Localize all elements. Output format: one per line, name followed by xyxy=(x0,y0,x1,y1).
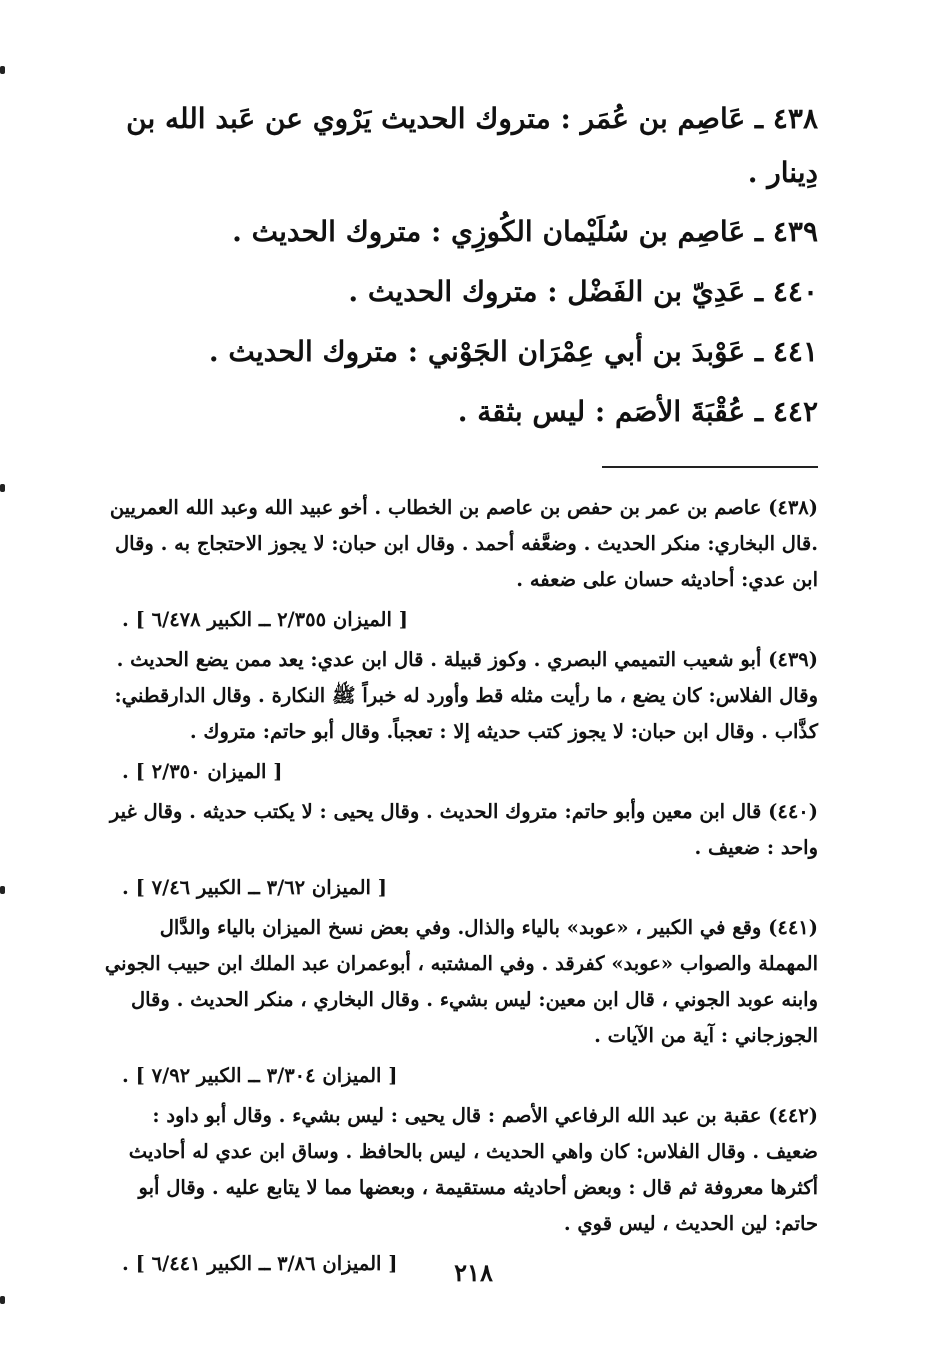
footnote-439: (٤٣٩) أبو شعيب التميمي البصري . وكوز قبيلة . قال ابن عدي: يعد ممن يضع الحديث . وقال الفلاس: كان يضع ، ما رأيت مثله قط وأورد له خبراً ﷺ النكارة . وقال الدارقطني: كذَّاب . وقال ابن حبان: لا يجوز كتب حديثه إلا : تعجباً. وقال أبو حاتم: متروك . xyxy=(114,648,818,743)
scan-mark xyxy=(0,1296,5,1304)
footnotes xyxy=(100,490,818,1286)
entry-440: ٤٤٠ ـ عَدِيّ بن الفَضْل : متروك الحديث . xyxy=(348,275,818,308)
scan-mark xyxy=(0,66,5,74)
entry-439: ٤٣٩ ـ عَاصِم بن سُلَيْمان الكُوزِي : متروك الحديث . xyxy=(232,215,818,248)
footnote-442-reference: [ الميزان ٣/٨٦ ــ الكبير ٦/٤٤١ ] . xyxy=(122,1252,398,1275)
footnote-439-reference: [ الميزان ٢/٣٥٠ ] . xyxy=(122,760,283,783)
entry-438: ٤٣٨ ـ عَاصِم بن عُمَر : متروك الحديث يَرْوي عن عَبد الله بن دِينار . xyxy=(126,102,818,189)
entry-442: ٤٤٢ ـ عُقْبَةَ الأصَم : ليس بثقة . xyxy=(457,395,818,428)
footnote-438-reference: [ الميزان ٢/٣٥٥ ــ الكبير ٦/٤٧٨ ] . xyxy=(122,608,408,631)
scan-mark xyxy=(0,886,5,894)
footnote-440-reference: [ الميزان ٣/٦٢ ــ الكبير ٧/٤٦ ] . xyxy=(122,876,387,899)
footnote-441-reference: [ الميزان ٣/٣٠٤ ــ الكبير ٧/٩٢ ] . xyxy=(122,1064,398,1087)
scan-mark xyxy=(0,484,5,492)
footnote-441: (٤٤١) وقع في الكبير ، «عوبد» بالياء والذال. وفي بعض نسخ الميزان بالياء والدَّال المهملة والصواب «عوبد» كفرقد . وفي المشتبه ، أبوعمران عبد الملك ابن حبيب الجوني وابنه عوبد الجوني ، قال ابن معين: ليس بشيء . وقال البخاري ، منكر الحديث . وقال الجوزجاني : آية من الآيات . xyxy=(104,916,818,1047)
page-number: ٢١٨ xyxy=(454,1258,493,1287)
footnote-442: (٤٤٢) عقبة بن عبد الله الرفاعي الأصم : قال يحيى : ليس بشيء . وقال أبو داود : ضعيف . وقال الفلاس: كان واهي الحديث ، ليس بالحافظ . وساق ابن عدي له أحاديث أكثرها معروفة ثم قال : وبعض أحاديثه مستقيمة ، وبعضها مما لا يتابع عليه . وقال أبو حاتم: لين الحديث ، ليس قوي . xyxy=(128,1104,818,1235)
entry-441: ٤٤١ ـ عَوْبدَ بن أبي عِمْرَان الجَوْني : متروك الحديث . xyxy=(208,335,818,368)
main-entries xyxy=(100,92,818,444)
footnote-440: (٤٤٠) قال ابن معين وأبو حاتم: متروك الحديث . وقال يحيى : لا يكتب حديثه . وقال غير واحد : ضعيف . xyxy=(109,800,818,859)
footnote-438: (٤٣٨) عاصم بن عمر بن حفص بن عاصم بن الخطاب . أخو عبيد الله وعبد الله العمريين .قال البخاري: منكر الحديث . وضعَّفه أحمد . وقال ابن حبان: لا يجوز الاحتجاج به . وقال ابن عدي: أحاديثه حسان على ضعفه . xyxy=(109,496,818,591)
footnote-separator xyxy=(602,466,818,468)
